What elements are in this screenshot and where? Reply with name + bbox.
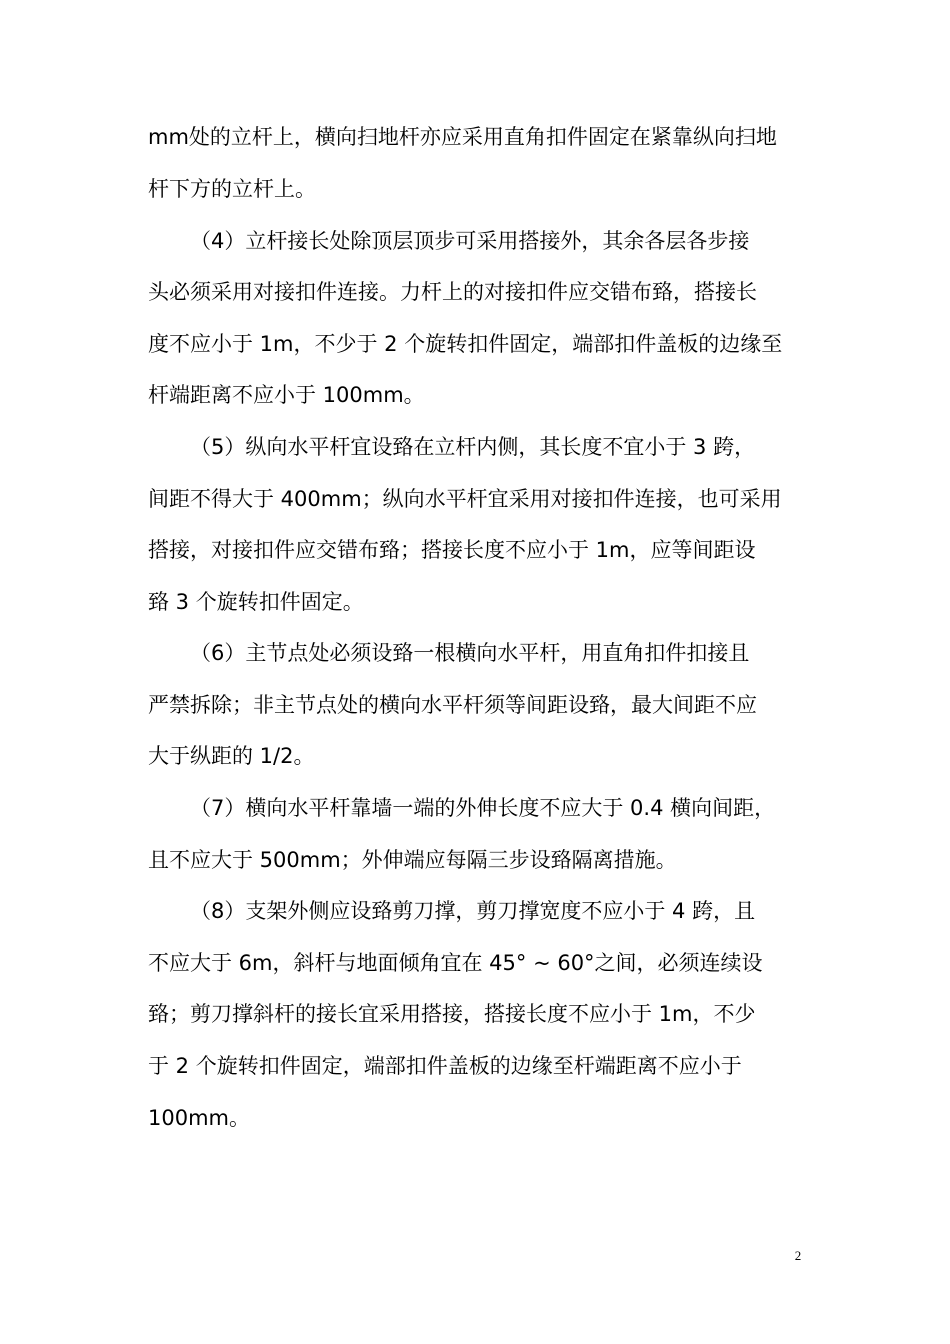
text-line: （6）主节点处必须设臵一根横向水平杆，用直角扣件扣接且 <box>190 641 750 665</box>
text-line: 搭接，对接扣件应交错布臵；搭接长度不应小于 1m，应等间距设 <box>148 538 756 562</box>
text-line: 度不应小于 1m，不少于 2 个旋转扣件固定，端部扣件盖板的边缘至 <box>148 332 783 356</box>
text-line: 头必须采用对接扣件连接。力杆上的对接扣件应交错布臵，搭接长 <box>148 280 757 304</box>
text-line: 杆下方的立杆上。 <box>148 177 316 201</box>
text-line: （7）横向水平杆靠墙一端的外伸长度不应大于 0.4 横向间距， <box>190 796 776 820</box>
page-number: 2 <box>794 1248 802 1263</box>
text-line: 臵；剪刀撑斜杆的接长宜采用搭接，搭接长度不应小于 1m，不少 <box>148 1002 756 1026</box>
text-line: 臵 3 个旋转扣件固定。 <box>148 590 364 614</box>
text-line: 于 2 个旋转扣件固定，端部扣件盖板的边缘至杆端距离不应小于 <box>148 1054 742 1078</box>
text-line: （8）支架外侧应设臵剪刀撑，剪刀撑宽度不应小于 4 跨，且 <box>190 899 756 923</box>
text-line: （5）纵向水平杆宜设臵在立杆内侧，其长度不宜小于 3 跨， <box>190 435 756 459</box>
text-line: 100mm。 <box>148 1106 250 1130</box>
text-line: 杆端距离不应小于 100mm。 <box>148 383 425 407</box>
text-line: 不应大于 6m，斜杆与地面倾角宜在 45° ~ 60°之间，必须连续设 <box>148 951 763 975</box>
text-line: 间距不得大于 400mm；纵向水平杆宜采用对接扣件连接，也可采用 <box>148 487 782 511</box>
text-line: mm处的立杆上，横向扫地杆亦应采用直角扣件固定在紧靠纵向扫地 <box>148 125 777 149</box>
text-line: 大于纵距的 1/2。 <box>148 744 315 768</box>
text-line: 严禁拆除；非主节点处的横向水平杆须等间距设臵，最大间距不应 <box>148 693 757 717</box>
text-line: （4）立杆接长处除顶层顶步可采用搭接外，其余各层各步接 <box>190 229 750 253</box>
text-line: 且不应大于 500mm；外伸端应每隔三步设臵隔离措施。 <box>148 848 677 872</box>
